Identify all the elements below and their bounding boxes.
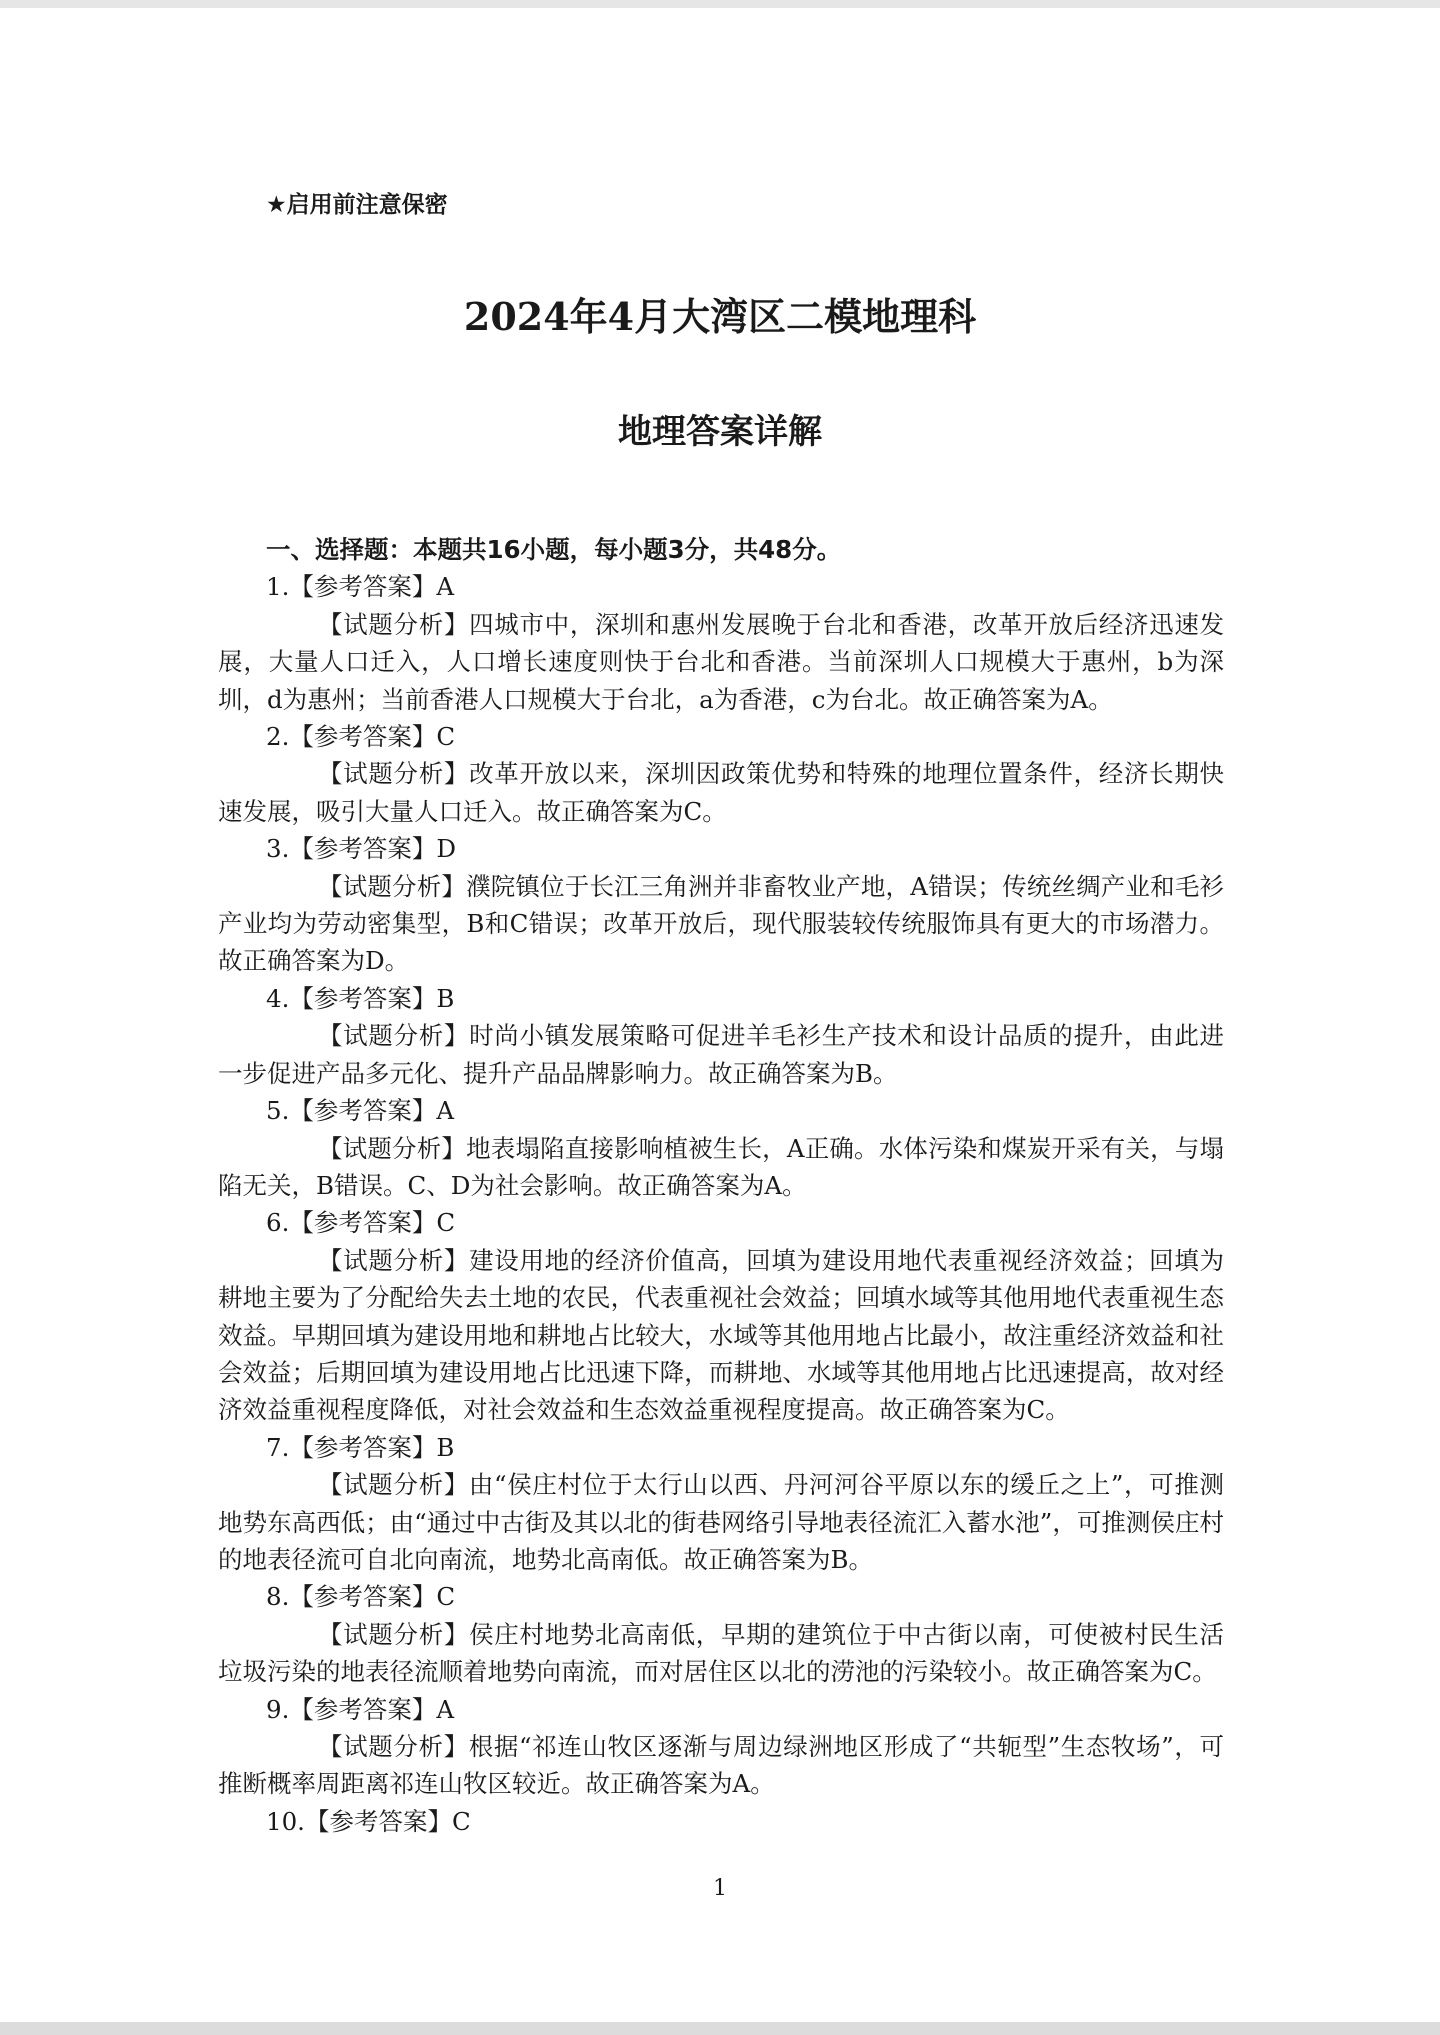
answer-line: [218, 1578, 1224, 1615]
analysis-text: 地表塌陷直接影响植被生长，A正确。水体污染和煤炭开采有关，与塌陷无关，B错误。C、D为社会影响。故正确答案为A。: [218, 1133, 1224, 1200]
analysis-text: 侯庄村地势北高南低，早期的建筑位于中古街以南，可使被村民生活垃圾污染的地表径流顺着地势向南流，而对居住区以北的涝池的污染较小。故正确答案为C。: [218, 1619, 1225, 1687]
answer-label: 【参考答案】: [289, 722, 437, 752]
answer-label: 【参考答案】: [289, 572, 437, 602]
answer-line: [218, 568, 1224, 605]
answer-value: D: [436, 834, 457, 864]
page-number: 1: [713, 1876, 727, 1901]
analysis-paragraph: [218, 1242, 1224, 1429]
answer-line: [218, 1429, 1224, 1466]
answer-label: 【参考答案】: [304, 1806, 452, 1836]
analysis-text: 时尚小镇发展策略可促进羊毛衫生产技术和设计品质的提升，由此进一步促进产品多元化、提升产品品牌影响力。故正确答案为B。: [218, 1021, 1225, 1088]
answer-line: [218, 1092, 1224, 1129]
bottom-border: [0, 2022, 1440, 2035]
confidential-notice: ★启用前注意保密: [266, 192, 448, 218]
question-number: 4.: [266, 983, 290, 1013]
question-number: 7.: [266, 1432, 290, 1462]
answer-label: 【参考答案】: [289, 1096, 437, 1126]
question-number: 6.: [266, 1208, 290, 1238]
answer-label: 【参考答案】: [289, 1432, 437, 1462]
answer-content: [218, 531, 1224, 1840]
answer-label: 【参考答案】: [289, 1208, 437, 1238]
analysis-paragraph: [218, 1130, 1224, 1205]
answer-label: 【参考答案】: [289, 1694, 437, 1724]
analysis-label: 【试题分析】: [318, 759, 470, 789]
answer-value: B: [436, 983, 455, 1013]
answer-value: A: [436, 1694, 455, 1724]
analysis-label: 【试题分析】: [318, 609, 470, 639]
document-title: 2024年4月大湾区二模地理科: [463, 294, 977, 339]
analysis-paragraph: [218, 868, 1224, 980]
question-number: 8.: [266, 1582, 290, 1612]
analysis-label: 【试题分析】: [318, 1619, 470, 1649]
answer-value: C: [436, 1582, 456, 1612]
answer-value: C: [436, 722, 456, 752]
top-border: [0, 0, 1440, 8]
answer-line: [218, 1204, 1224, 1241]
analysis-text: 根据“祁连山牧区逐渐与周边绿洲地区形成了“共轭型”生态牧场”，可推断概率周距离祁连山牧区较近。故正确答案为A。: [218, 1732, 1224, 1799]
analysis-text: 改革开放以来，深圳因政策优势和特殊的地理位置条件，经济长期快速发展，吸引大量人口迁入。故正确答案为C。: [218, 759, 1225, 826]
question-number: 9.: [266, 1694, 290, 1724]
analysis-label: 【试题分析】: [318, 1245, 470, 1275]
analysis-label: 【试题分析】: [318, 871, 467, 901]
answer-value: C: [436, 1208, 456, 1238]
analysis-text: 四城市中，深圳和惠州发展晚于台北和香港，改革开放后经济迅速发展，大量人口迁入，人口增长速度则快于台北和香港。当前深圳人口规模大于惠州，b为深圳，d为惠州；当前香港人口规模大于台北，a为香港，c为台北。故正确答案为A。: [218, 609, 1225, 714]
analysis-paragraph: [218, 1616, 1224, 1691]
answer-label: 【参考答案】: [289, 1582, 437, 1612]
answer-value: A: [436, 1096, 455, 1126]
analysis-paragraph: [218, 755, 1224, 830]
analysis-paragraph: [218, 1728, 1224, 1803]
question-number: 3.: [266, 834, 290, 864]
analysis-text: 由“侯庄村位于太行山以西、丹河河谷平原以东的缓丘之上”，可推测地势东高西低；由“通过中古街及其以北的街巷网络引导地表径流汇入蓄水池”，可推测侯庄村的地表径流可自北向南流，地势北高南低。故正确答案为B。: [218, 1470, 1224, 1574]
question-number: 10.: [266, 1806, 305, 1836]
analysis-text: 濮院镇位于长江三角洲并非畜牧业产地，A错误；传统丝绸产业和毛衫产业均为劳动密集型，B和C错误；改革开放后，现代服装较传统服饰具有更大的市场潜力。故正确答案为D。: [218, 871, 1224, 976]
analysis-paragraph: [218, 1466, 1224, 1578]
analysis-label: 【试题分析】: [318, 1021, 470, 1051]
answer-line: [218, 830, 1224, 867]
analysis-text: 建设用地的经济价值高，回填为建设用地代表重视经济效益；回填为耕地主要为了分配给失去土地的农民，代表重视社会效益；回填水域等其他用地代表重视生态效益。早期回填为建设用地和耕地占比较大，水域等其他用地占比最小，故注重经济效益和社会效益；后期回填为建设用地占比迅速下降，而耕地、水域等其他用地占比迅速提高，故对经济效益重视程度降低，对社会效益和生态效益重视程度提高。故正确答案为C。: [218, 1245, 1225, 1425]
analysis-label: 【试题分析】: [318, 1470, 469, 1500]
answer-line: [218, 718, 1224, 755]
answer-value: B: [436, 1432, 455, 1462]
answer-line: [218, 1691, 1224, 1728]
question-number: 5.: [266, 1096, 290, 1126]
answer-value: A: [436, 572, 455, 602]
document-subtitle: 地理答案详解: [618, 412, 822, 452]
answer-value: C: [451, 1806, 471, 1836]
analysis-label: 【试题分析】: [318, 1133, 467, 1163]
analysis-label: 【试题分析】: [318, 1732, 469, 1761]
section-heading: 一、选择题：本题共16小题，每小题3分，共48分。: [266, 535, 842, 564]
question-number: 1.: [266, 572, 290, 602]
question-number: 2.: [266, 722, 290, 752]
analysis-paragraph: [218, 1017, 1224, 1092]
answer-label: 【参考答案】: [289, 834, 437, 864]
answer-list: [218, 568, 1224, 1840]
answer-line: [218, 980, 1224, 1017]
answer-label: 【参考答案】: [289, 983, 437, 1013]
analysis-paragraph: [218, 606, 1224, 718]
answer-line: [218, 1803, 1224, 1840]
